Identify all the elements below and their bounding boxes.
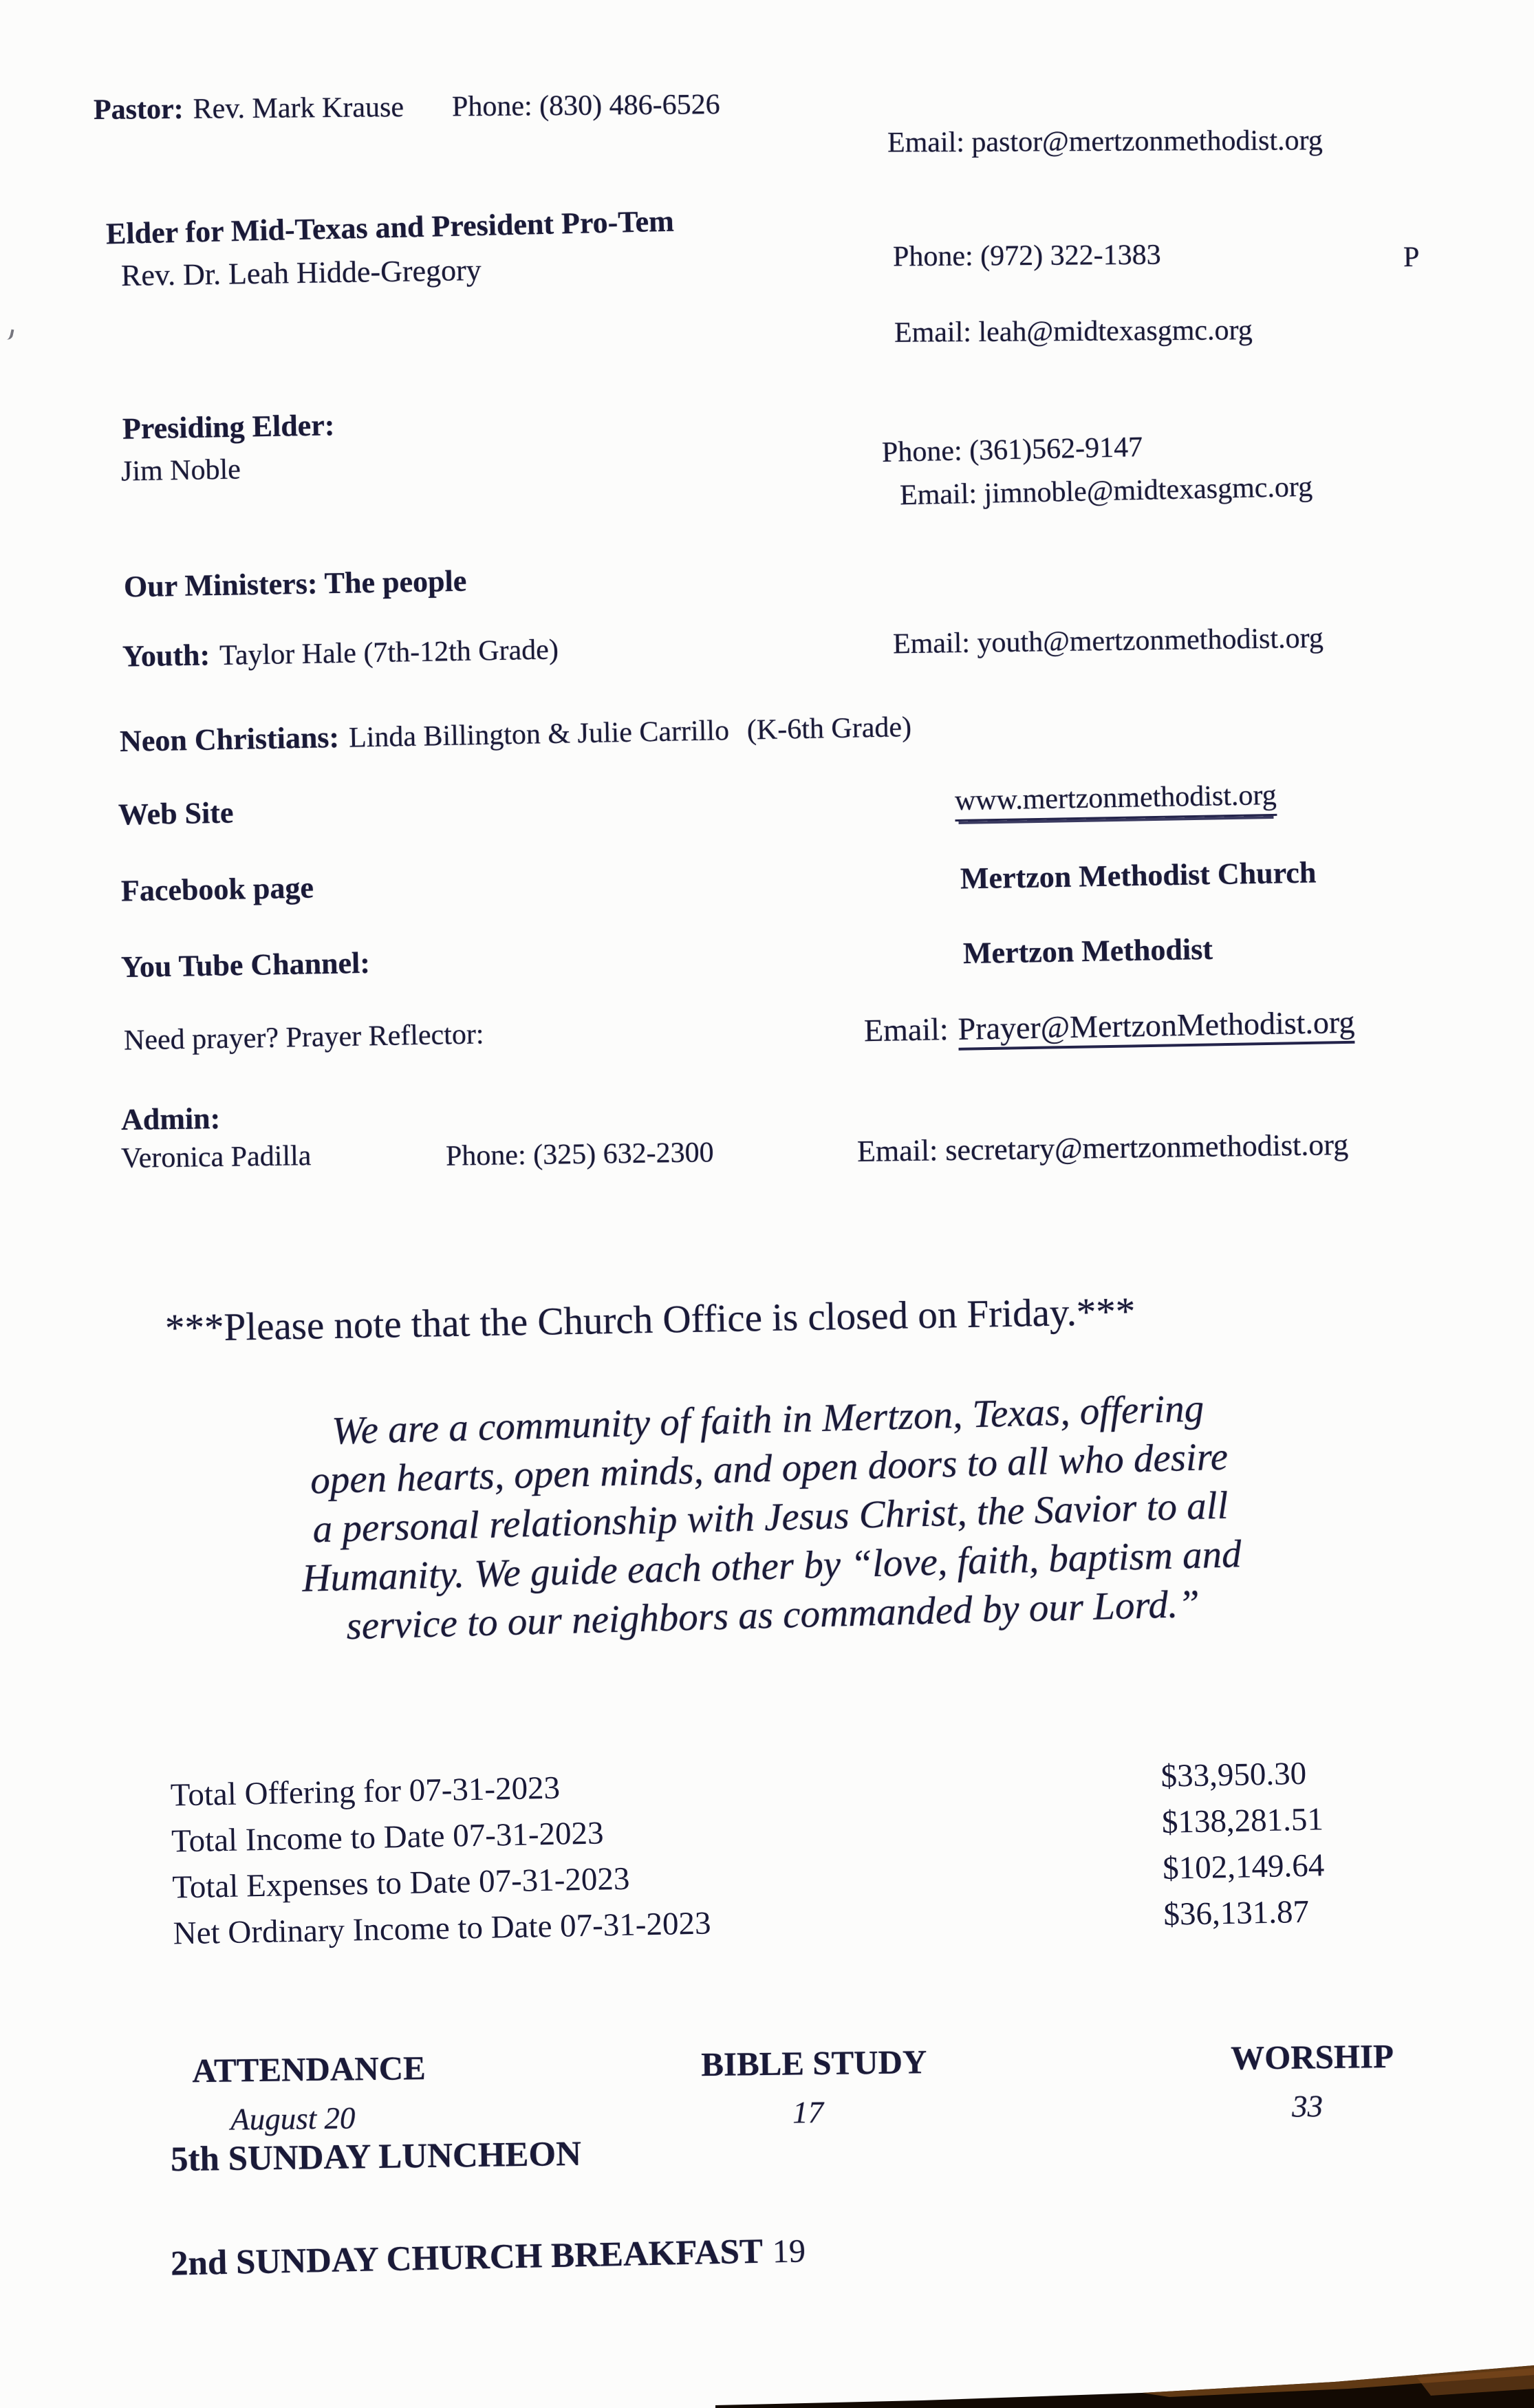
admin-phone: Phone: (325) 632-2300 [445, 1137, 714, 1172]
mission-line: a personal relationship with Jesus Christ, the Savior to all [312, 1483, 1229, 1551]
our-ministers-line: Our Ministers: The people [123, 563, 467, 604]
financial-label: Net Ordinary Income to Date 07-31-2023 [173, 1905, 711, 1952]
presiding-elder-title: Presiding Elder: [122, 408, 335, 446]
financial-label: Total Income to Date 07-31-2023 [171, 1815, 604, 1860]
elder-email: Email: leah@midtexasgmc.org [894, 314, 1253, 349]
financial-value: $102,149.64 [1162, 1847, 1325, 1886]
youtube-value: Mertzon Methodist [962, 932, 1213, 971]
pastor-email: Email: pastor@mertzonmethodist.org [887, 125, 1323, 159]
mission-line: service to our neighbors as commanded by our Lord.” [345, 1582, 1200, 1648]
neon-christians-grade: (K-6th Grade) [746, 711, 912, 746]
admin-title: Admin: [120, 1101, 221, 1137]
luncheon-line: 5th SUNDAY LUNCHEON [170, 2134, 582, 2180]
admin-name: Veronica Padilla [120, 1140, 312, 1174]
elder-title: Elder for Mid-Texas and President Pro-Tem [105, 204, 675, 251]
mission-line: We are a community of faith in Mertzon, Texas, offering [331, 1386, 1204, 1453]
financial-label: Total Offering for 07-31-2023 [170, 1770, 561, 1814]
breakfast-count: 19 [772, 2233, 806, 2270]
presiding-elder-name: Jim Noble [120, 453, 241, 488]
youth-label: Youth: [122, 638, 210, 674]
facebook-value: Mertzon Methodist Church [960, 855, 1317, 896]
elder-name: Rev. Dr. Leah Hidde-Gregory [120, 252, 482, 293]
prayer-email-prefix: Email: [863, 1011, 949, 1049]
elder-phone: Phone: (972) 322-1383 [892, 239, 1161, 273]
office-closed-note: ***Please note that the Church Office is closed on Friday.*** [164, 1289, 1136, 1351]
website-label: Web Site [118, 795, 234, 832]
mission-line: open hearts, open minds, and open doors to all who desire [310, 1434, 1229, 1503]
presiding-elder-phone: Phone: (361)562-9147 [881, 431, 1143, 469]
pastor-name: Rev. Mark Krause [193, 92, 404, 125]
attendance-header: ATTENDANCE [191, 2049, 426, 2090]
financial-value: $138,281.51 [1161, 1801, 1324, 1840]
youtube-label: You Tube Channel: [120, 945, 371, 985]
worship-value: 33 [1291, 2089, 1324, 2124]
pastor-label: Pastor: [93, 93, 184, 126]
presiding-elder-email: Email: jimnoble@midtexasgmc.org [899, 471, 1313, 512]
prayer-label: Need prayer? Prayer Reflector: [123, 1018, 484, 1057]
bible-study-header: BIBLE STUDY [700, 2043, 927, 2084]
youth-email: Email: youth@mertzonmethodist.org [892, 622, 1324, 660]
website-link[interactable]: www.mertzonmethodist.org [955, 779, 1277, 821]
youth-detail: Taylor Hale (7th-12th Grade) [219, 634, 559, 672]
financial-value: $36,131.87 [1163, 1893, 1310, 1933]
prayer-email-link[interactable]: Prayer@MertzonMethodist.org [958, 1004, 1355, 1051]
financial-label: Total Expenses to Date 07-31-2023 [171, 1860, 630, 1906]
facebook-label: Facebook page [120, 870, 314, 908]
neon-christians-detail: Linda Billington & Julie Carrillo [348, 715, 730, 754]
pastor-phone: Phone: (830) 486-6526 [451, 89, 720, 123]
mission-line: Humanity. We guide each other by “love, faith, baptism and [301, 1532, 1242, 1600]
worship-header: WORSHIP [1230, 2036, 1394, 2077]
breakfast-label: 2nd SUNDAY CHURCH BREAKFAST [170, 2232, 764, 2283]
elder-stray-p: P [1403, 241, 1420, 274]
admin-email: Email: secretary@mertzonmethodist.org [856, 1128, 1349, 1168]
financial-value: $33,950.30 [1160, 1755, 1307, 1794]
bible-study-value: 17 [792, 2094, 824, 2130]
attendance-value: August 20 [230, 2100, 356, 2137]
neon-christians-label: Neon Christians: [119, 720, 340, 759]
